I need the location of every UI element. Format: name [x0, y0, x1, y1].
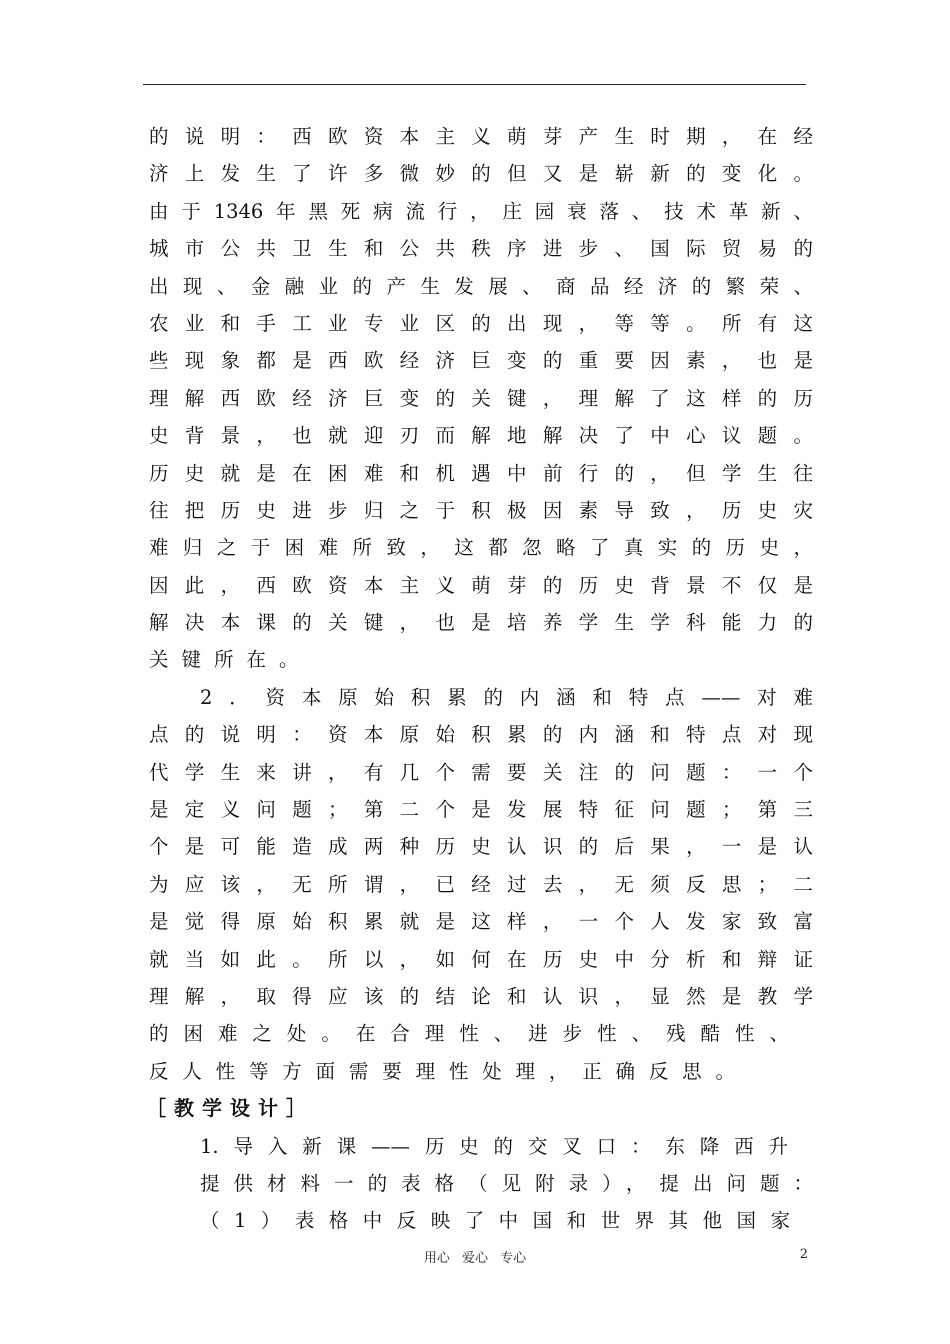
- body-line: 往把历史进步归之于积极因素导致，历史灾: [149, 498, 813, 522]
- body-line: 城市公共卫生和公共秩序进步、国际贸易的: [149, 237, 813, 261]
- page-number: 2: [799, 1247, 808, 1262]
- section2-line: 是觉得原始积累就是这样，一个人发家致富: [149, 910, 813, 934]
- body-line: 理解西欧经济巨变的关键，理解了这样的历: [149, 386, 813, 410]
- page-content: [146, 118, 813, 1240]
- body-line: 出现、金融业的产生发展、商品经济的繁荣、: [149, 274, 813, 298]
- body-line: 由于1346年黑死病流行，庄园衰落、技术革新、: [149, 199, 813, 223]
- section2-line: 就当如此。所以，如何在历史中分析和辩证: [149, 947, 813, 971]
- body-line: 济上发生了许多微妙的但又是崭新的变化。: [149, 162, 813, 186]
- body-line: 难归之于困难所致，这都忽略了真实的历史，: [149, 536, 813, 560]
- body-line: 史背景，也就迎刃而解地解决了中心议题。: [149, 424, 813, 448]
- section2-line: 反人性等方面需要理性处理，正确反思。: [149, 1059, 735, 1083]
- footer-motto: 用心 爱心 专心: [423, 1251, 527, 1266]
- body-line: 因此，西欧资本主义萌芽的历史背景不仅是: [149, 573, 813, 597]
- design-line: 1.导入新课——历史的交叉口：东降西升: [200, 1134, 788, 1158]
- section2-line: 理解，取得应该的结论和认识，显然是教学: [149, 984, 813, 1008]
- design-line: 提供材料一的表格（见附录），提出问题：: [200, 1171, 813, 1195]
- body-line: 关键所在。: [149, 648, 312, 672]
- section2-line: 为应该，无所谓，已经过去，无须反思；二: [149, 872, 813, 896]
- section2-line: 2．资本原始积累的内涵和特点——对难: [200, 685, 813, 709]
- body-line: 解决本课的关键，也是培养学生学科能力的: [149, 611, 813, 635]
- section2-line: 个是可能造成两种历史认识的后果，一是认: [149, 835, 813, 859]
- design-line: （1）表格中反映了中国和世界其他国家: [200, 1209, 790, 1233]
- section2-line: 的困难之处。在合理性、进步性、残酷性、: [149, 1022, 789, 1046]
- section-heading: ［教学设计］: [146, 1096, 314, 1121]
- body-line: 历史就是在困难和机遇中前行的，但学生往: [149, 461, 813, 485]
- body-line: 的说明：西欧资本主义萌芽产生时期，在经: [149, 125, 813, 148]
- body-line: 农业和手工业专业区的出现，等等。所有这: [149, 311, 813, 335]
- header-rule: [143, 84, 806, 85]
- section2-line: 点的说明：资本原始积累的内涵和特点对现: [149, 723, 813, 747]
- section2-line: 代学生来讲，有几个需要关注的问题：一个: [149, 760, 813, 784]
- body-line: 些现象都是西欧经济巨变的重要因素，也是: [149, 349, 813, 373]
- section2-line: 是定义问题；第二个是发展特征问题；第三: [149, 798, 813, 822]
